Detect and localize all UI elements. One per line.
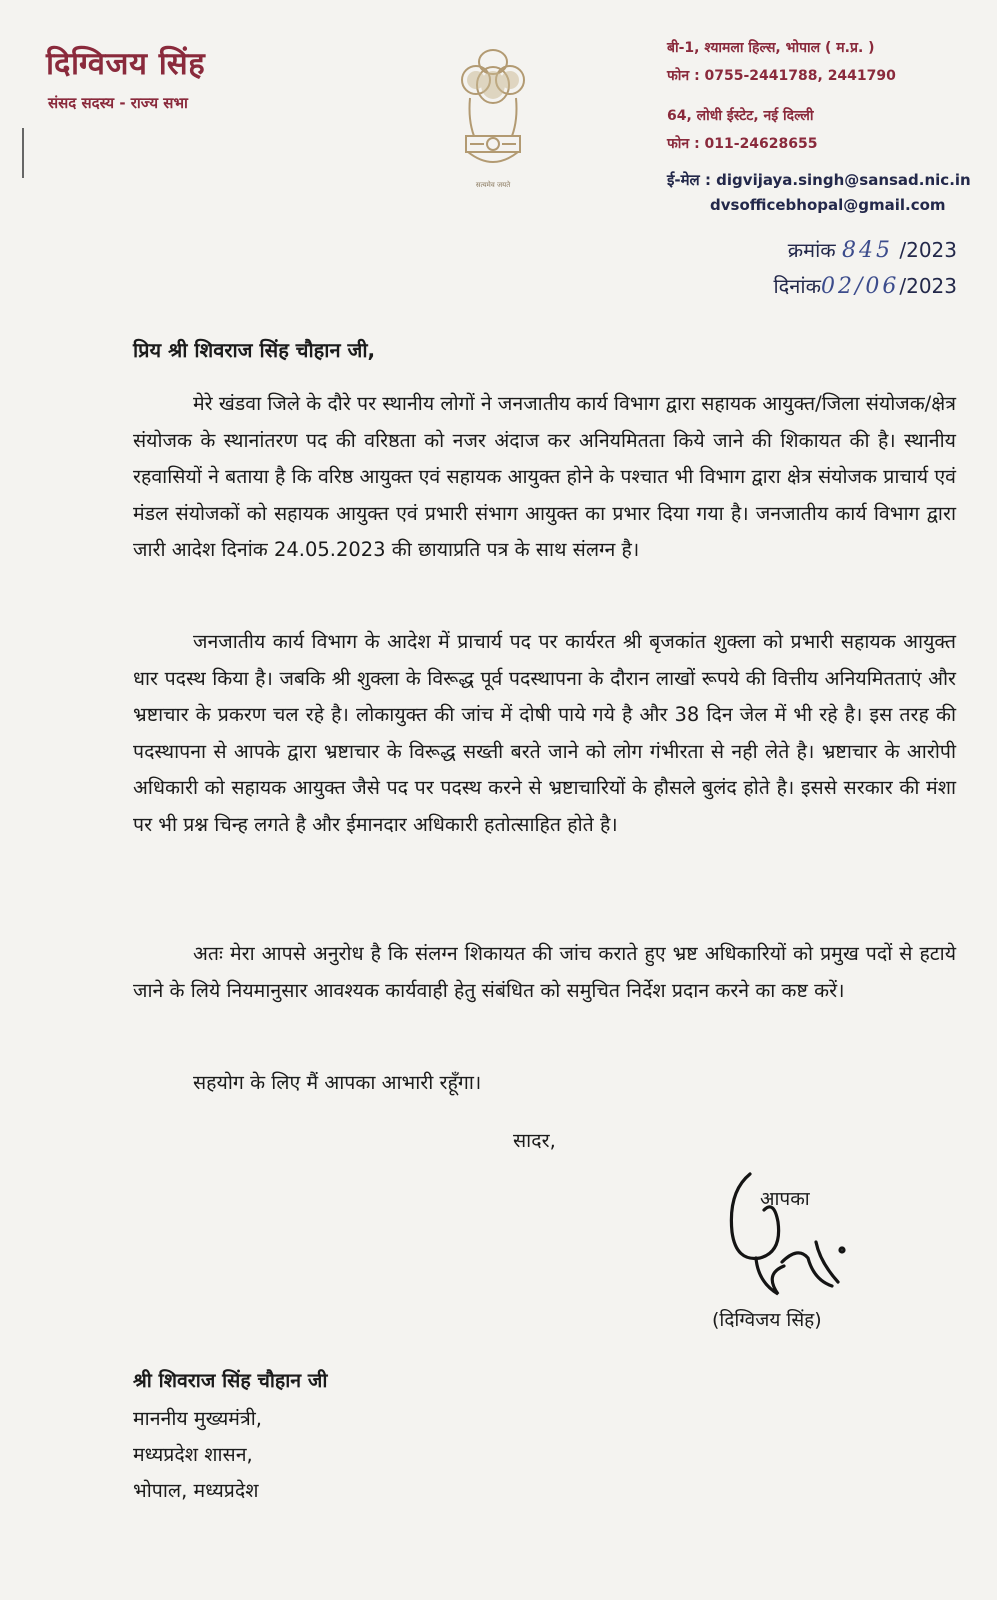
sender-name: दिग्विजय सिंह xyxy=(46,46,206,82)
addressee-place: भोपाल, मध्यप्रदेश xyxy=(133,1479,259,1502)
reference-date-year: /2023 xyxy=(899,274,957,298)
reference-date-value: 02/06 xyxy=(820,274,900,299)
contact-email-primary: ई-मेल : digvijaya.singh@sansad.nic.in xyxy=(667,171,971,189)
paragraph-2: जनजातीय कार्य विभाग के आदेश में प्राचार्य पद पर कार्यरत श्री बृजकांत शुक्ला को प्रभारी सहायक आयुक्त धार पदस्थ किया है। जबकि श्री शुक्ला के विरूद्ध पूर्व पदस्थापना के दौरान लाखों रूपये की वित्तीय अनियमितताएं और भ्रष्टाचार के प्रकरण चल रहे है। लोकायुक्त की जांच में दोषी पाये गये है और 38 दिन जेल में भी रहे है। इस तरह की पदस्थापना से आपके द्वारा भ्रष्टाचार के विरूद्ध सख्ती बरते जाने को लोग गंभीरता से नही लेते है। भ्रष्टाचार के आरोपी अधिकारी को सहायक आयुक्त जैसे पद पर पदस्थ करने से भ्रष्टाचारियों के हौसले बुलंद होते है। इससे सरकार की मंशा पर भी प्रश्न चिन्ह लगते है और ईमानदार अधिकारी हतोत्साहित होते है। xyxy=(133,630,956,836)
addressee-title: माननीय मुख्यमंत्री, xyxy=(133,1407,262,1430)
contact-phone-bhopal: फोन : 0755-2441788, 2441790 xyxy=(667,68,896,84)
contact-phone-delhi: फोन : 011-24628655 xyxy=(667,136,818,152)
signer-name: (दिग्विजय सिंह) xyxy=(712,1309,822,1331)
thanks-line: सहयोग के लिए मैं आपका आभारी रहूँगा। xyxy=(193,1071,482,1094)
sender-designation: संसद सदस्य - राज्य सभा xyxy=(48,94,188,112)
emblem-motto: सत्यमेव जयते xyxy=(475,181,511,189)
yours-line: आपका xyxy=(760,1188,810,1210)
national-emblem-icon xyxy=(448,40,538,190)
reference-date xyxy=(774,272,958,299)
reference-number-label: क्रमांक xyxy=(787,238,836,262)
reference-number-year: /2023 xyxy=(899,238,957,262)
reference-number-value: 845 xyxy=(842,238,893,263)
contact-address-bhopal: बी-1, श्यामला हिल्स, भोपाल ( म.प्र. ) xyxy=(667,40,875,56)
closing-line: सादर, xyxy=(513,1129,556,1152)
addressee-name: श्री शिवराज सिंह चौहान जी xyxy=(133,1369,328,1392)
reference-date-label: दिनांक xyxy=(773,274,821,298)
salutation: प्रिय श्री शिवराज सिंह चौहान जी, xyxy=(133,338,376,362)
reference-number xyxy=(788,236,957,263)
contact-address-delhi: 64, लोधी ईस्टेट, नई दिल्ली xyxy=(667,108,814,124)
addressee-office: मध्यप्रदेश शासन, xyxy=(133,1443,253,1466)
margin-mark xyxy=(22,128,24,178)
paragraph-1: मेरे खंडवा जिले के दौरे पर स्थानीय लोगों ने जनजातीय कार्य विभाग द्वारा सहायक आयुक्त/जिला संयोजक/क्षेत्र संयोजक के स्थानांतरण पद की वरिष्ठता को नजर अंदाज कर अनियमितता किये जाने की शिकायत की है। स्थानीय रहवासियों ने बताया है कि वरिष्ठ आयुक्त एवं सहायक आयुक्त होने के पश्चात भी विभाग द्वारा क्षेत्र संयोजक प्राचार्य एवं मंडल संयोजकों को सहायक आयुक्त एवं प्रभारी संभाग आयुक्त का प्रभार दिया गया है। जनजातीय कार्य विभाग द्वारा जारी आदेश दिनांक 24.05.2023 की छायाप्रति पत्र के साथ संलग्न है। xyxy=(133,392,956,561)
contact-email-secondary: dvsofficebhopal@gmail.com xyxy=(710,196,946,214)
paragraph-3: अतः मेरा आपसे अनुरोध है कि संलग्न शिकायत की जांच कराते हुए भ्रष्ट अधिकारियों को प्रमुख पदों से हटाये जाने के लिये नियमानुसार आवश्यक कार्यवाही हेतु संबंधित को समुचित निर्देश प्रदान करने का कष्ट करें। xyxy=(133,942,956,1002)
